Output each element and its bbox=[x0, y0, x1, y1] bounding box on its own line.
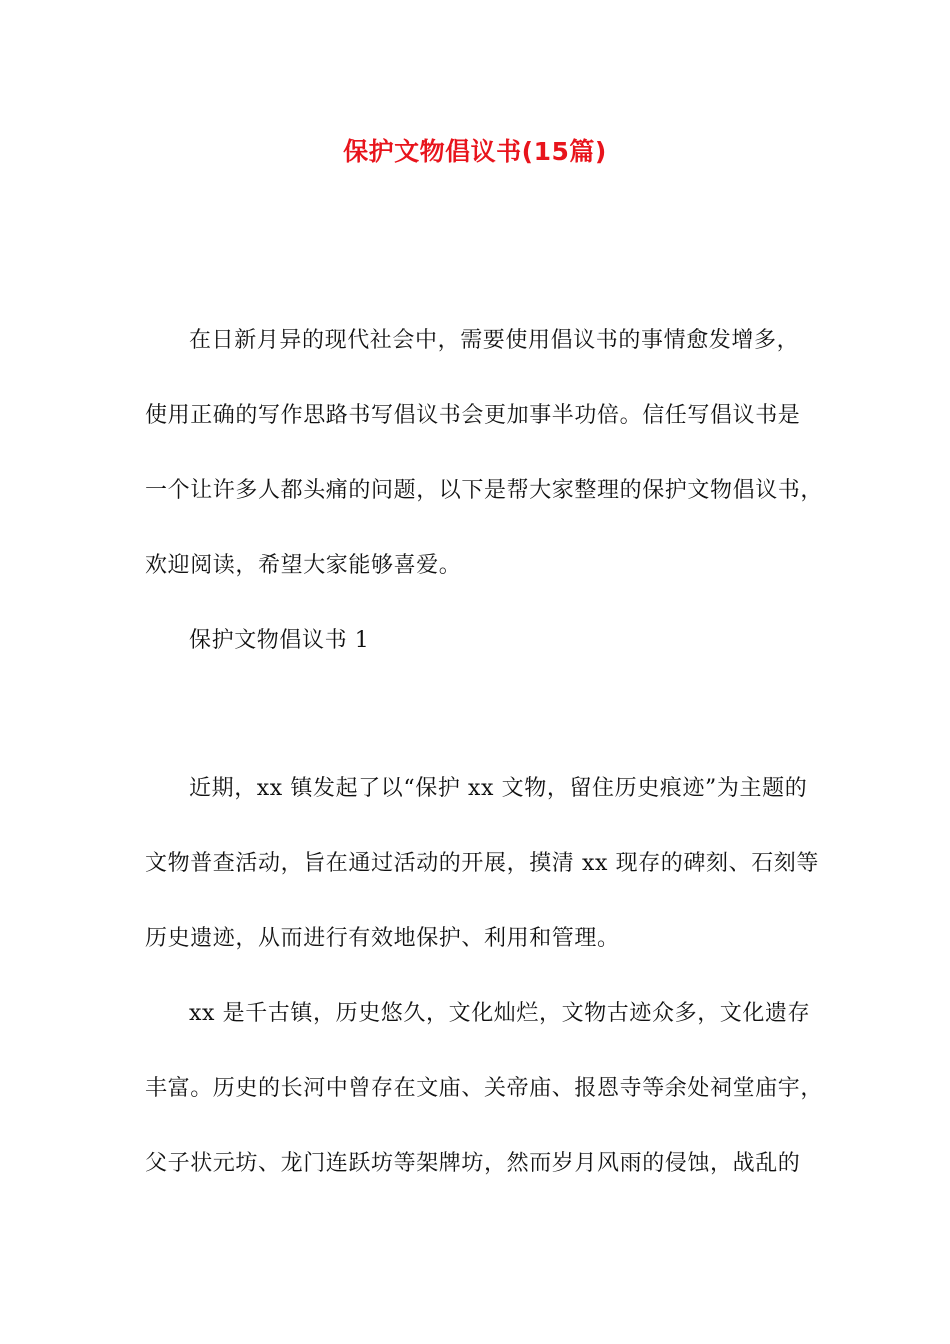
section-heading: 保护文物倡议书 1 bbox=[189, 628, 370, 653]
para2-line-2: 丰富。历史的长河中曾存在文庙、关帝庙、报恩寺等余处祠堂庙宇， bbox=[145, 1076, 824, 1101]
document-title: 保护文物倡议书(15篇) bbox=[343, 137, 607, 166]
para2-line-1: xx 是千古镇，历史悠久，文化灿烂，文物古迹众多，文化遗存 bbox=[189, 1001, 811, 1026]
intro-line-4: 欢迎阅读，希望大家能够喜爱。 bbox=[145, 553, 462, 578]
para1-line-2: 文物普查活动，旨在通过活动的开展，摸清 xx 现存的碑刻、石刻等 bbox=[145, 851, 820, 876]
intro-line-2: 使用正确的写作思路书写倡议书会更加事半功倍。信任写倡议书是 bbox=[145, 403, 801, 428]
para1-line-3: 历史遗迹，从而进行有效地保护、利用和管理。 bbox=[145, 926, 620, 951]
intro-line-3: 一个让许多人都头痛的问题，以下是帮大家整理的保护文物倡议书， bbox=[145, 478, 824, 503]
para1-line-1: 近期，xx 镇发起了以“保护 xx 文物，留住历史痕迹”为主题的 bbox=[189, 776, 808, 801]
para2-line-3: 父子状元坊、龙门连跃坊等架牌坊，然而岁月风雨的侵蚀，战乱的 bbox=[145, 1151, 801, 1176]
intro-line-1: 在日新月异的现代社会中，需要使用倡议书的事情愈发增多， bbox=[189, 328, 800, 353]
